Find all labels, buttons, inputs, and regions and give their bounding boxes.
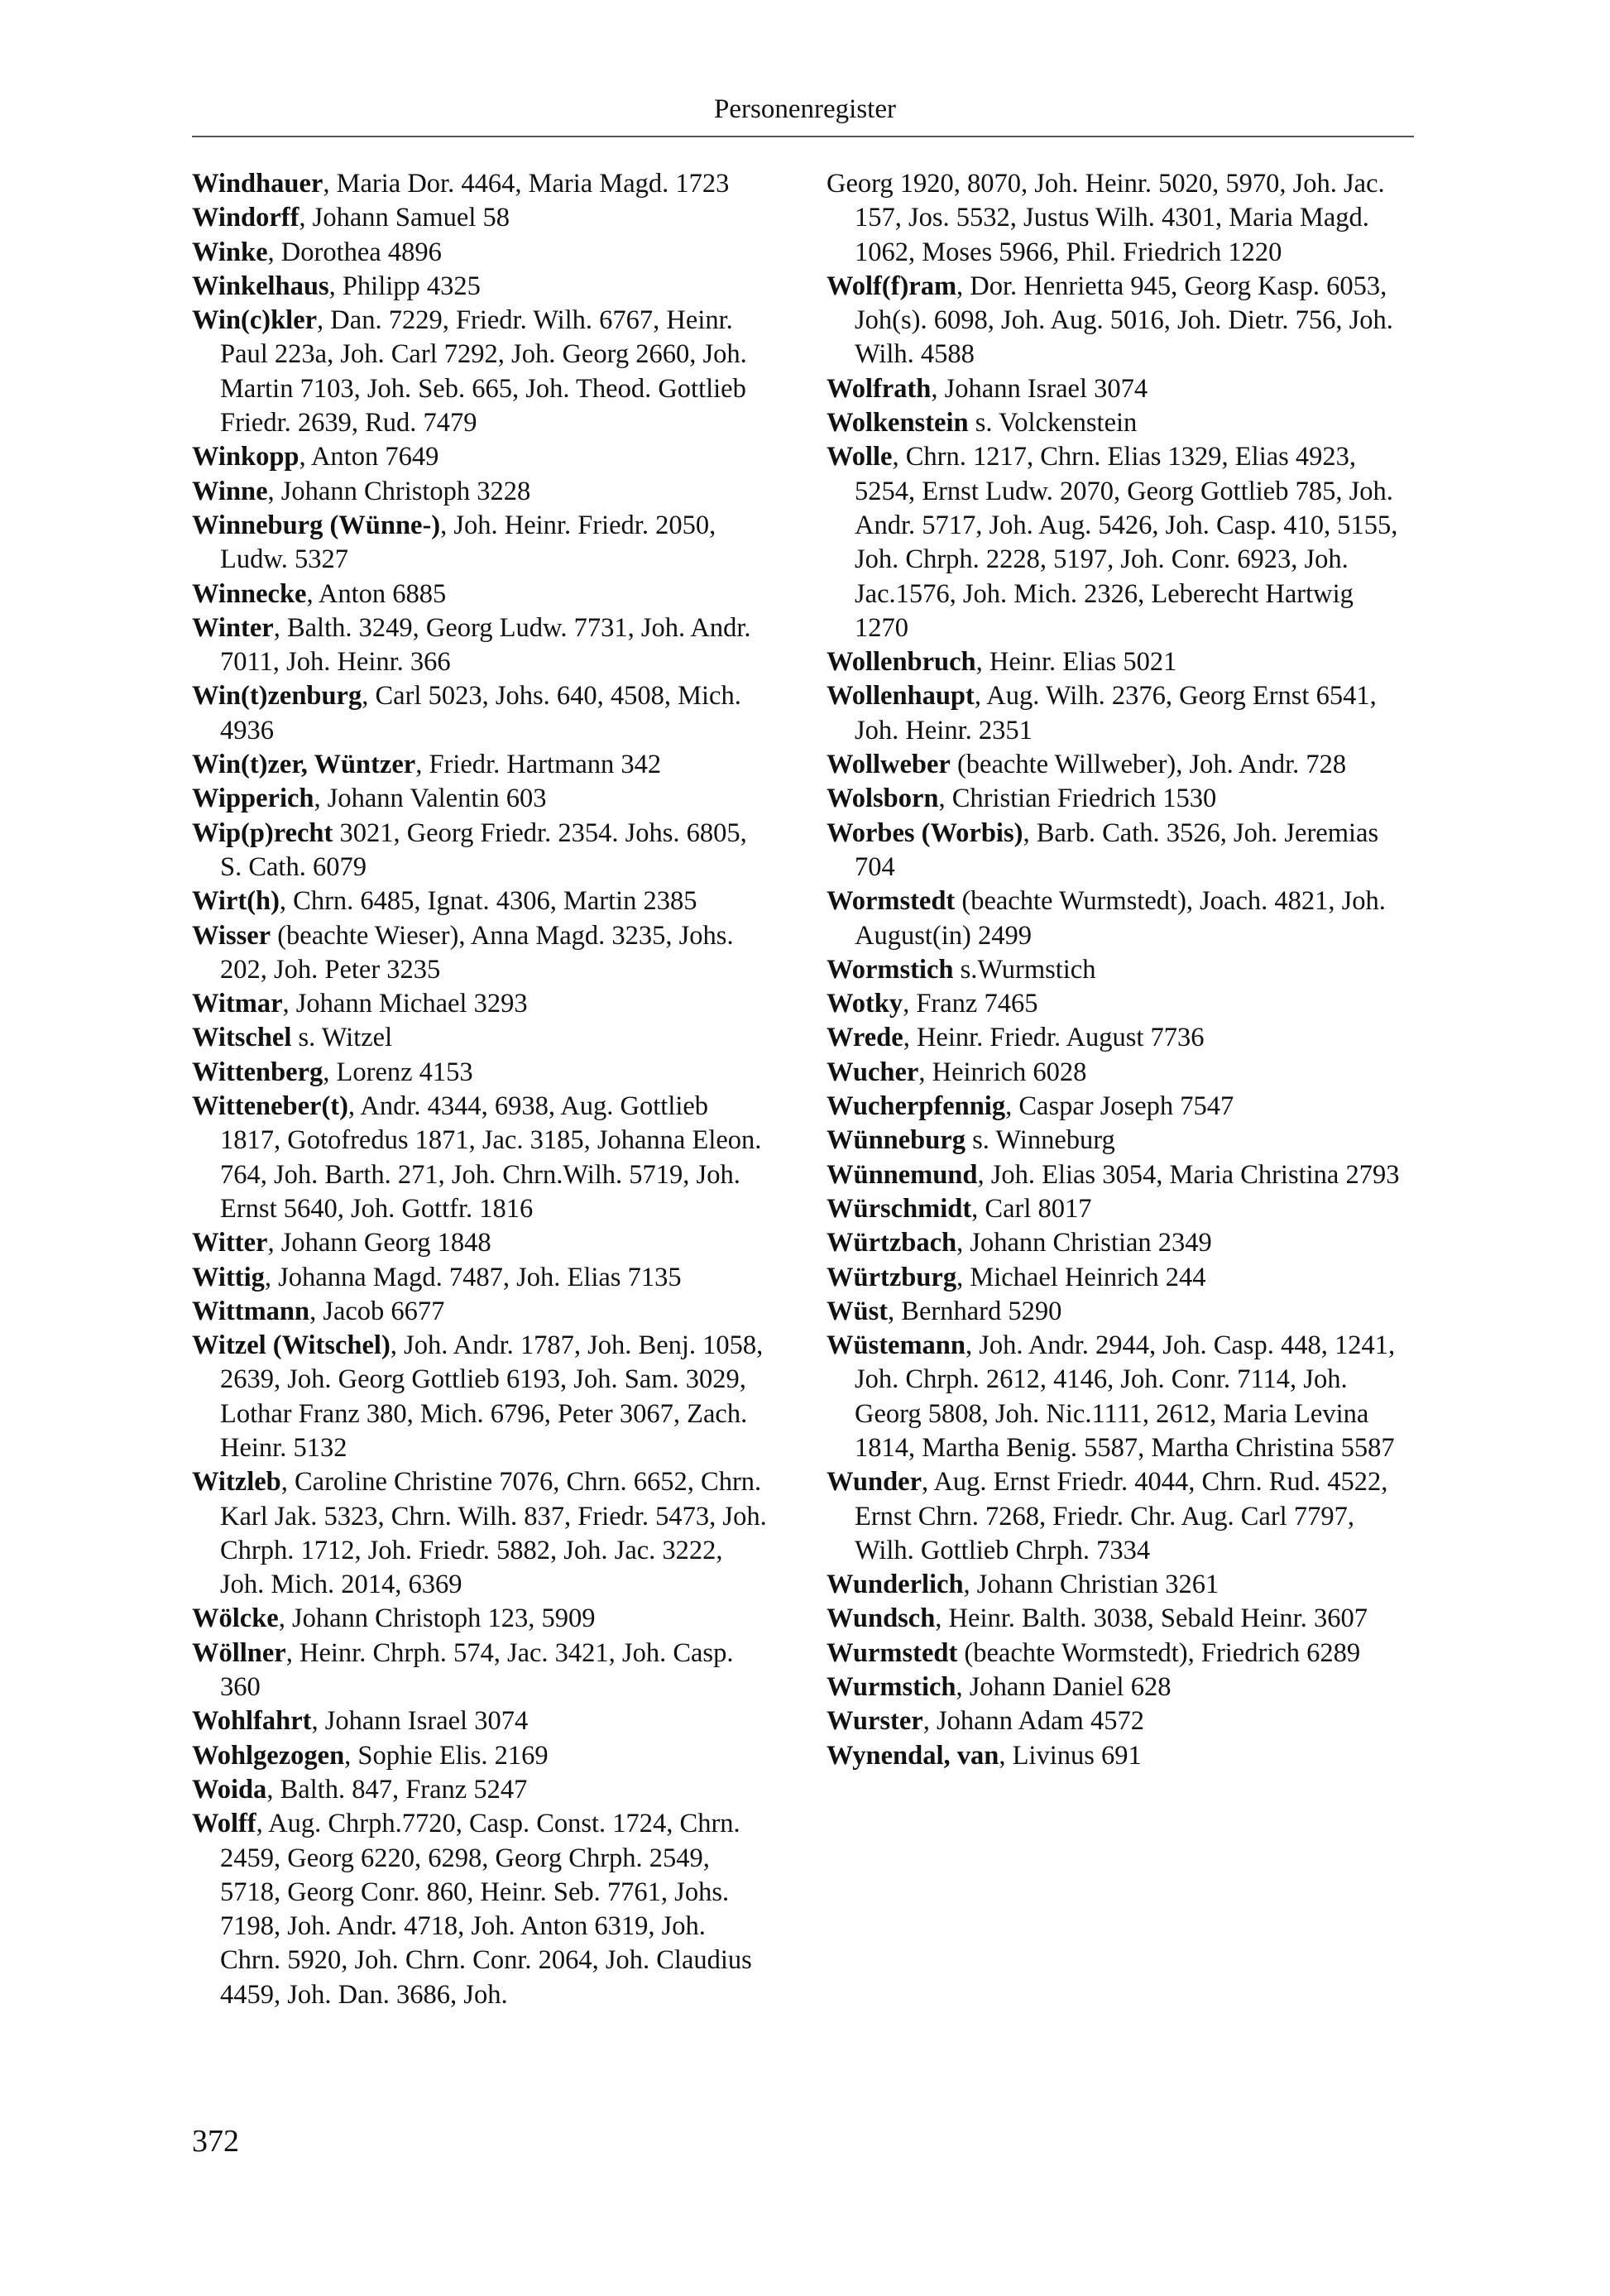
entry-details: , Johann Israel 3074	[931, 373, 1148, 404]
index-entry	[827, 645, 1406, 679]
entry-surname: Wunderlich	[827, 1570, 964, 1600]
entry-surname: Wundsch	[827, 1603, 936, 1634]
index-entry	[827, 1158, 1406, 1192]
entry-surname: Wormstich	[827, 954, 954, 985]
index-entry	[192, 1773, 771, 1807]
entry-details: , Anton 7649	[299, 442, 439, 472]
index-entry	[192, 1021, 771, 1055]
entry-surname: Worbes (Worbis)	[827, 817, 1023, 848]
entry-details: 3021, Georg Friedr. 2354. Johs. 6805, S. Cath. 6079	[220, 817, 747, 882]
entry-details: , Sophie Elis. 2169	[344, 1740, 549, 1771]
entry-surname: Wisser	[192, 920, 271, 951]
index-entry	[827, 406, 1406, 440]
entry-details: , Lorenz 4153	[323, 1057, 473, 1087]
index-entry	[827, 987, 1406, 1021]
entry-surname: Wohlgezogen	[192, 1740, 345, 1771]
entry-details: , Dan. 7229, Friedr. Wilh. 6767, Heinr. Paul 223a, Joh. Carl 7292, Joh. Georg 2660, Joh. Martin 7103, Joh. Seb. 665, Joh. Theod. Gottlieb Friedr. 2639, Rud. 7479	[220, 305, 747, 439]
index-entry	[192, 1261, 771, 1295]
entry-surname: Wucher	[827, 1057, 919, 1087]
index-entry	[192, 440, 771, 474]
entry-details: , Johann Christian 2349	[956, 1228, 1212, 1258]
index-entry	[192, 817, 771, 885]
entry-surname: Win(t)zer, Wüntzer	[192, 750, 416, 780]
index-entry	[827, 953, 1406, 987]
entry-surname: Wünnemund	[827, 1159, 978, 1190]
index-entry	[827, 1261, 1406, 1295]
entry-details: , Aug. Wilh. 2376, Georg Ernst 6541, Joh. Heinr. 2351	[855, 681, 1377, 745]
entry-surname: Winkopp	[192, 442, 299, 472]
entry-details: , Franz 7465	[903, 989, 1038, 1019]
entry-details: , Johann Christoph 123, 5909	[278, 1603, 596, 1634]
entry-details: , Balth. 847, Franz 5247	[266, 1774, 528, 1805]
index-entry	[827, 817, 1406, 885]
index-column-left	[192, 167, 771, 2012]
entry-details: , Joh. Andr. 2944, Joh. Casp. 448, 1241, Joh. Chrph. 2612, 4146, Joh. Conr. 7114, Joh. Georg 5808, Joh. Nic.1111, 2612, Maria Levina 1814, Martha Benig. 5587, Martha Christina 5587	[855, 1330, 1396, 1463]
entry-surname: Woida	[192, 1774, 267, 1805]
entry-surname: Win(c)kler	[192, 305, 318, 336]
entry-surname: Witteneber(t)	[192, 1091, 348, 1122]
index-entry	[827, 1226, 1406, 1260]
entry-details: , Johann Christoph 3228	[267, 476, 531, 506]
entry-details: , Caroline Christine 7076, Chrn. 6652, Chrn. Karl Jak. 5323, Chrn. Wilh. 837, Friedr. 5473, Joh. Chrph. 1712, Joh. Friedr. 5882, Joh. Jac. 3222, Joh. Mich. 2014, 6369	[220, 1467, 767, 1600]
index-entry	[827, 1021, 1406, 1055]
entry-details: , Dor. Henrietta 945, Georg Kasp. 6053, Joh(s). 6098, Joh. Aug. 5016, Joh. Dietr. 756, Joh. Wilh. 4588	[855, 271, 1393, 370]
index-entry	[192, 1465, 771, 1602]
index-entry	[827, 1739, 1406, 1773]
entry-surname: Wolff	[192, 1809, 256, 1839]
entry-details: , Aug. Ernst Friedr. 4044, Chrn. Rud. 4522, Ernst Chrn. 7268, Friedr. Chr. Aug. Carl 7797, Wilh. Gottlieb Chrph. 7334	[855, 1467, 1388, 1565]
entry-details: , Andr. 4344, 6938, Aug. Gottlieb 1817, Gotofredus 1871, Jac. 3185, Johanna Eleon. 764, Joh. Barth. 271, Joh. Chrn.Wilh. 5719, Joh. Ernst 5640, Joh. Gottfr. 1816	[220, 1091, 762, 1224]
entry-details: , Johanna Magd. 7487, Joh. Elias 7135	[264, 1262, 682, 1292]
index-entry	[827, 1329, 1406, 1465]
entry-details: , Chrn. 6485, Ignat. 4306, Martin 2385	[279, 886, 697, 917]
entry-details: , Johann Christian 3261	[963, 1570, 1219, 1600]
entry-surname: Windorff	[192, 203, 299, 233]
entry-surname: Winter	[192, 612, 274, 643]
entry-details: , Dorothea 4896	[267, 237, 442, 267]
entry-details: , Livinus 691	[999, 1740, 1142, 1771]
index-entry	[192, 919, 771, 988]
entry-details: (beachte Willweber), Joh. Andr. 728	[950, 750, 1347, 780]
entry-details: , Heinr. Elias 5021	[975, 647, 1177, 678]
index-entry	[827, 1192, 1406, 1226]
index-entry	[192, 1807, 771, 2012]
entry-details: , Maria Dor. 4464, Maria Magd. 1723	[323, 169, 730, 199]
index-entry	[192, 236, 771, 270]
entry-surname: Würtzburg	[827, 1262, 957, 1292]
page-number: 372	[192, 2124, 239, 2159]
entry-surname: Wipperich	[192, 784, 314, 814]
index-entry	[192, 304, 771, 440]
entry-details: , Bernhard 5290	[888, 1296, 1062, 1326]
entry-details: , Christian Friedrich 1530	[938, 784, 1217, 814]
entry-surname: Wynendal, van	[827, 1740, 999, 1771]
entry-surname: Wurmstedt	[827, 1637, 958, 1668]
index-column-right	[827, 167, 1406, 1773]
entry-surname: Würtzbach	[827, 1228, 957, 1258]
running-head: Personenregister	[714, 94, 896, 124]
entry-surname: Wittig	[192, 1262, 265, 1292]
index-entry	[192, 1602, 771, 1636]
entry-surname: Wittenberg	[192, 1057, 323, 1087]
index-entry	[192, 1090, 771, 1226]
index-entry	[827, 167, 1406, 270]
index-entry	[827, 1568, 1406, 1602]
entry-details: , Joh. Heinr. Friedr. 2050, Ludw. 5327	[220, 510, 716, 575]
header-rule	[192, 136, 1414, 137]
entry-surname: Witschel	[192, 1023, 292, 1053]
entry-details: s.Wurmstich	[953, 954, 1096, 985]
entry-surname: Windhauer	[192, 169, 323, 199]
entry-surname: Wölcke	[192, 1603, 279, 1634]
index-entry	[192, 1056, 771, 1090]
index-entry	[192, 1295, 771, 1329]
index-entry	[192, 782, 771, 816]
index-entry	[192, 201, 771, 235]
entry-details: , Johann Valentin 603	[314, 784, 547, 814]
index-entry	[827, 679, 1406, 748]
entry-details: , Johann Georg 1848	[267, 1228, 491, 1258]
entry-surname: Wolle	[827, 442, 893, 472]
entry-details: , Johann Michael 3293	[282, 989, 528, 1019]
index-entry	[192, 1329, 771, 1465]
entry-surname: Wüst	[827, 1296, 889, 1326]
entry-surname: Wurster	[827, 1706, 923, 1737]
entry-surname: Wormstedt	[827, 886, 956, 917]
index-entry	[192, 475, 771, 509]
index-entry	[192, 1226, 771, 1260]
index-entry	[827, 1295, 1406, 1329]
index-entry	[192, 1637, 771, 1705]
entry-details: , Jacob 6677	[309, 1296, 445, 1326]
index-entry	[192, 611, 771, 680]
entry-surname: Wollenhaupt	[827, 681, 975, 712]
entry-surname: Wolkenstein	[827, 408, 969, 439]
index-entry	[827, 1465, 1406, 1568]
index-entry	[827, 1704, 1406, 1738]
entry-details: , Carl 5023, Johs. 640, 4508, Mich. 4936	[220, 681, 741, 745]
entry-details: , Heinr. Friedr. August 7736	[903, 1023, 1205, 1053]
entry-details: , Johann Samuel 58	[299, 203, 510, 233]
entry-surname: Wolsborn	[827, 784, 939, 814]
entry-details: , Michael Heinrich 244	[956, 1262, 1206, 1292]
entry-surname: Wöllner	[192, 1637, 286, 1668]
entry-surname: Wip(p)recht	[192, 817, 333, 848]
index-entry	[827, 748, 1406, 782]
entry-surname: Wittmann	[192, 1296, 310, 1326]
index-entry	[192, 884, 771, 918]
entry-surname: Wunder	[827, 1467, 922, 1498]
entry-surname: Wollweber	[827, 750, 951, 780]
entry-surname: Winne	[192, 476, 268, 506]
index-entry	[827, 1124, 1406, 1158]
index-entry	[192, 748, 771, 782]
index-entry	[192, 167, 771, 201]
index-entry	[192, 1739, 771, 1773]
entry-details: , Anton 6885	[306, 578, 447, 609]
entry-details: s. Volckenstein	[968, 408, 1138, 439]
index-entry	[827, 270, 1406, 372]
entry-details: Georg 1920, 8070, Joh. Heinr. 5020, 5970, Joh. Jac. 157, Jos. 5532, Justus Wilh. 4301, Maria Magd. 1062, Moses 5966, Phil. Friedrich 1220	[827, 169, 1385, 267]
entry-surname: Wollenbruch	[827, 647, 976, 678]
entry-details: , Heinr. Chrph. 574, Jac. 3421, Joh. Casp. 360	[220, 1637, 734, 1703]
entry-details: , Friedr. Hartmann 342	[415, 750, 662, 780]
entry-surname: Wüstemann	[827, 1330, 966, 1361]
index-entry	[192, 578, 771, 611]
entry-surname: Witmar	[192, 989, 283, 1019]
index-entry	[192, 679, 771, 748]
entry-surname: Winke	[192, 237, 268, 267]
entry-surname: Wrede	[827, 1023, 903, 1053]
entry-details: , Joh. Andr. 1787, Joh. Benj. 1058, 2639, Joh. Georg Gottlieb 6193, Joh. Sam. 3029, Lothar Franz 380, Mich. 6796, Peter 3067, Zach. Heinr. 5132	[220, 1330, 764, 1463]
index-entry	[827, 372, 1406, 406]
entry-details: , Philipp 4325	[328, 271, 481, 301]
entry-details: , Heinrich 6028	[918, 1057, 1087, 1087]
entry-surname: Wolfrath	[827, 373, 932, 404]
index-entry	[192, 509, 771, 578]
entry-details: , Heinr. Balth. 3038, Sebald Heinr. 3607	[935, 1603, 1368, 1634]
entry-details: , Caspar Joseph 7547	[1005, 1091, 1234, 1122]
entry-surname: Wünneburg	[827, 1125, 966, 1156]
entry-details: , Chrn. 1217, Chrn. Elias 1329, Elias 4923, 5254, Ernst Ludw. 2070, Georg Gottlieb 785, Joh. Andr. 5717, Joh. Aug. 5426, Joh. Casp. 410, 5155, Joh. Chrph. 2228, 5197, Joh. Conr. 6923, Joh. Jac.1576, Joh. Mich. 2326, Leberecht Hartwig 1270	[855, 442, 1398, 643]
index-entry	[827, 1637, 1406, 1670]
index-entry	[192, 1704, 771, 1738]
entry-surname: Witzleb	[192, 1467, 281, 1498]
index-entry	[192, 987, 771, 1021]
entry-details: , Johann Israel 3074	[311, 1706, 529, 1737]
entry-surname: Winnecke	[192, 578, 307, 609]
entry-details: (beachte Wieser), Anna Magd. 3235, Johs. 202, Joh. Peter 3235	[220, 920, 734, 985]
entry-surname: Wucherpfennig	[827, 1091, 1006, 1122]
entry-details: (beachte Wormstedt), Friedrich 6289	[957, 1637, 1361, 1668]
entry-surname: Wohlfahrt	[192, 1706, 312, 1737]
index-entry	[827, 782, 1406, 816]
entry-details: , Balth. 3249, Georg Ludw. 7731, Joh. Andr. 7011, Joh. Heinr. 366	[220, 612, 751, 678]
entry-surname: Winkelhaus	[192, 271, 329, 301]
entry-details: , Carl 8017	[971, 1193, 1092, 1224]
entry-details: s. Winneburg	[965, 1125, 1115, 1156]
index-entry	[827, 884, 1406, 953]
entry-details: (beachte Wurmstedt), Joach. 4821, Joh. August(in) 2499	[855, 886, 1386, 951]
entry-surname: Win(t)zenburg	[192, 681, 362, 712]
entry-details: , Joh. Elias 3054, Maria Christina 2793	[977, 1159, 1400, 1190]
entry-surname: Winneburg (Wünne-)	[192, 510, 441, 540]
entry-details: , Barb. Cath. 3526, Joh. Jeremias 704	[855, 817, 1379, 882]
entry-surname: Wurmstich	[827, 1672, 956, 1703]
entry-details: s. Witzel	[291, 1023, 393, 1053]
entry-details: , Johann Daniel 628	[956, 1672, 1172, 1703]
index-entry	[827, 1090, 1406, 1124]
entry-details: , Johann Adam 4572	[922, 1706, 1144, 1737]
entry-surname: Wotky	[827, 989, 903, 1019]
index-entry	[827, 1056, 1406, 1090]
index-entry	[827, 1670, 1406, 1704]
entry-surname: Wolf(f)ram	[827, 271, 957, 301]
entry-surname: Witzel (Witschel)	[192, 1330, 391, 1361]
index-entry	[827, 1602, 1406, 1636]
entry-surname: Wirt(h)	[192, 886, 280, 917]
index-entry	[192, 270, 771, 304]
entry-surname: Würschmidt	[827, 1193, 972, 1224]
entry-details: , Aug. Chrph.7720, Casp. Const. 1724, Chrn. 2459, Georg 6220, 6298, Georg Chrph. 2549, 5718, Georg Conr. 860, Heinr. Seb. 7761, Johs. 7198, Joh. Andr. 4718, Joh. Anton 6319, Joh. Chrn. 5920, Joh. Chrn. Conr. 2064, Joh. Claudius 4459, Joh. Dan. 3686, Joh.	[220, 1809, 752, 2010]
index-entry	[827, 440, 1406, 645]
entry-surname: Witter	[192, 1228, 268, 1258]
